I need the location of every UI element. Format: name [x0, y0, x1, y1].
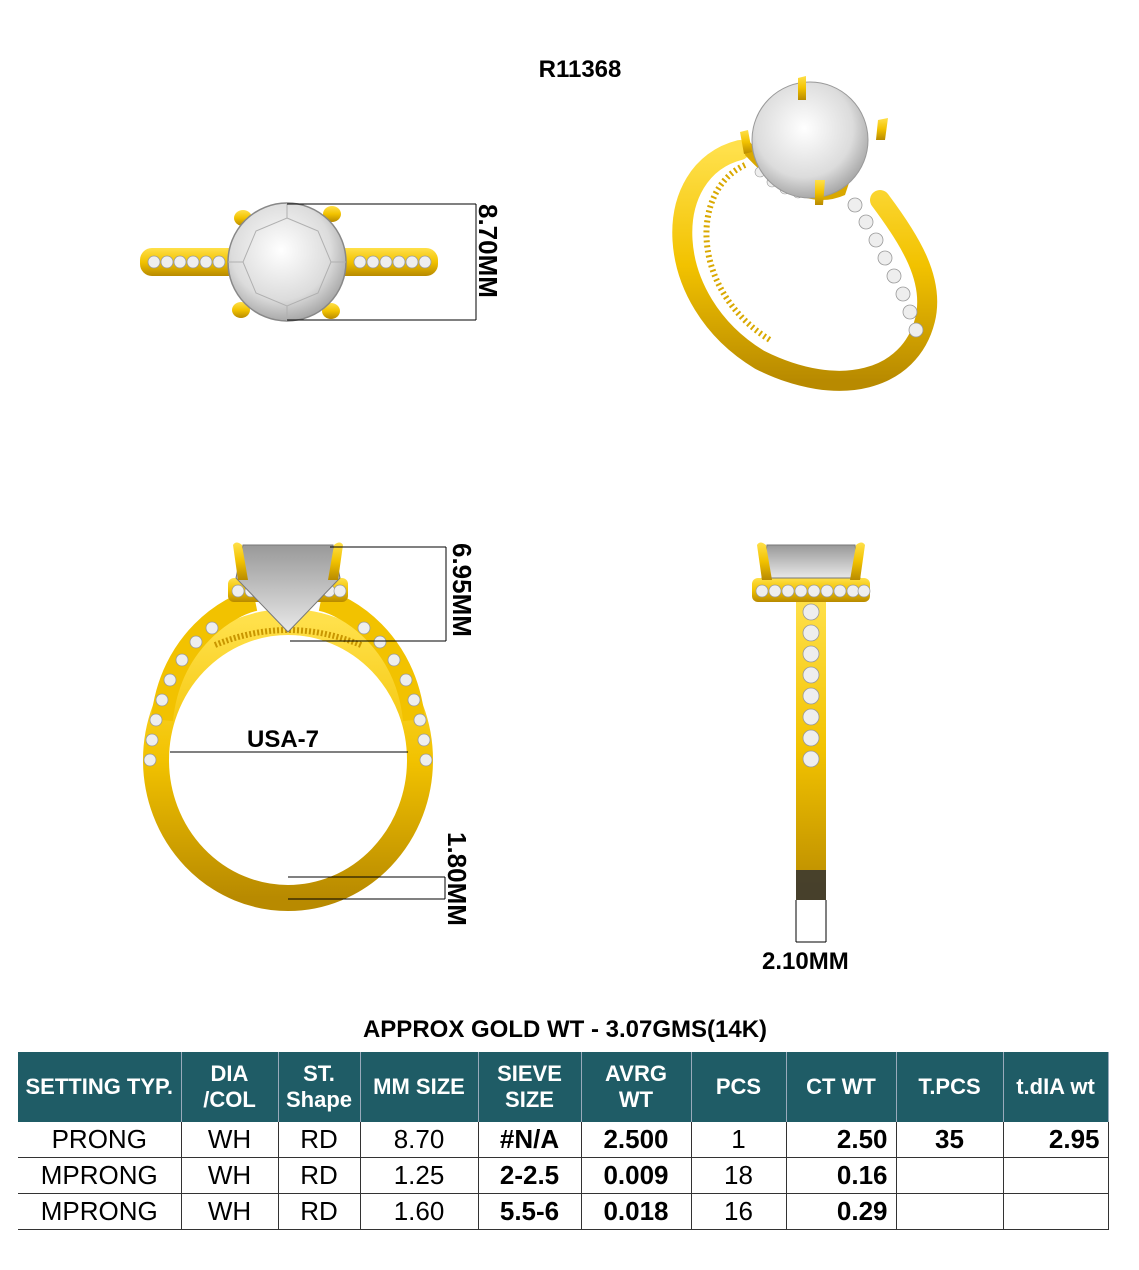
- dimension-line-shank-width: [796, 900, 826, 942]
- header-st-shape: ST. Shape: [278, 1052, 360, 1122]
- cell-sieve-size: 2-2.5: [478, 1158, 581, 1194]
- cell-avrg-wt: 0.009: [581, 1158, 691, 1194]
- header-ct-wt: CT WT: [786, 1052, 896, 1122]
- table-row: [18, 1122, 1108, 1158]
- cell-pcs: 18: [691, 1158, 786, 1194]
- top-view: [140, 203, 476, 321]
- cell-st-shape: RD: [278, 1194, 360, 1230]
- cell-ct-wt: 0.16: [786, 1158, 896, 1194]
- cell-mm-size: 8.70: [360, 1122, 478, 1158]
- table-row: [18, 1194, 1108, 1230]
- cell-t-dia-wt: [1003, 1158, 1108, 1194]
- cell-mm-size: 1.25: [360, 1158, 478, 1194]
- cell-setting-type: MPRONG: [18, 1194, 181, 1230]
- cell-ct-wt: 0.29: [786, 1194, 896, 1230]
- header-pcs: PCS: [691, 1052, 786, 1122]
- cell-pcs: 1: [691, 1122, 786, 1158]
- cell-t-dia-wt: [1003, 1194, 1108, 1230]
- cell-sieve-size: 5.5-6: [478, 1194, 581, 1230]
- table-header-row: [18, 1052, 1108, 1122]
- cell-t-pcs: 35: [896, 1122, 1003, 1158]
- perspective-view: [682, 76, 927, 381]
- header-t-pcs: T.PCS: [896, 1052, 1003, 1122]
- cell-setting-type: MPRONG: [18, 1158, 181, 1194]
- header-avrg-wt: AVRG WT: [581, 1052, 691, 1122]
- header-mm-size: MM SIZE: [360, 1052, 478, 1122]
- dimension-head-height: 6.95MM: [447, 543, 477, 637]
- side-view-shank: [796, 600, 826, 900]
- cell-dia-col: WH: [181, 1158, 278, 1194]
- cell-avrg-wt: 0.018: [581, 1194, 691, 1230]
- cell-dia-col: WH: [181, 1194, 278, 1230]
- header-t-dia-wt: t.dIA wt: [1003, 1052, 1108, 1122]
- dimension-top-width: 8.70MM: [473, 204, 503, 298]
- cell-avrg-wt: 2.500: [581, 1122, 691, 1158]
- stone-spec-table: [18, 1052, 1109, 1230]
- cell-pcs: 16: [691, 1194, 786, 1230]
- gold-weight: APPROX GOLD WT - 3.07GMS(14K): [362, 1016, 768, 1043]
- perspective-center-stone: [752, 82, 868, 198]
- header-sieve-size: SIEVE SIZE: [478, 1052, 581, 1122]
- cell-t-pcs: [896, 1158, 1003, 1194]
- cell-setting-type: PRONG: [18, 1122, 181, 1158]
- cell-st-shape: RD: [278, 1158, 360, 1194]
- header-dia-col: DIA /COL: [181, 1052, 278, 1122]
- dimension-shank-width: 2.10MM: [762, 948, 849, 975]
- cell-st-shape: RD: [278, 1122, 360, 1158]
- side-view: [752, 543, 870, 943]
- cell-t-pcs: [896, 1194, 1003, 1230]
- dimension-shank-thickness: 1.80MM: [442, 832, 472, 926]
- top-view-center-stone: [228, 203, 346, 321]
- cell-dia-col: WH: [181, 1122, 278, 1158]
- cell-mm-size: 1.60: [360, 1194, 478, 1230]
- header-setting-type: SETTING TYP.: [18, 1052, 181, 1122]
- front-view: [144, 543, 446, 900]
- cell-ct-wt: 2.50: [786, 1122, 896, 1158]
- side-view-center-stone: [762, 545, 860, 578]
- table-row: [18, 1158, 1108, 1194]
- cell-sieve-size: #N/A: [478, 1122, 581, 1158]
- cell-t-dia-wt: 2.95: [1003, 1122, 1108, 1158]
- design-code: R11368: [538, 56, 622, 83]
- dimension-ring-size: USA-7: [247, 726, 320, 753]
